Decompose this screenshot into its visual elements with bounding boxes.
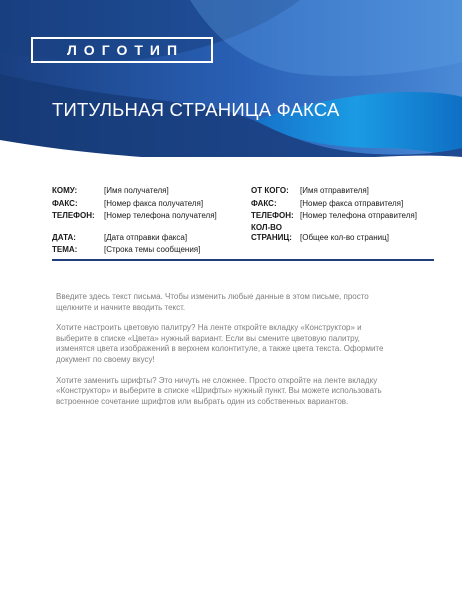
logo-placeholder[interactable]: ЛОГОТИП (31, 37, 213, 63)
sender-phone-value[interactable]: [Номер телефона отправителя] (300, 211, 417, 220)
header-wave-art (0, 0, 462, 170)
body-paragraph-3[interactable]: Хотите заменить шрифты? Это ничуть не сложнее. Просто откройте на ленте вкладку «Конструктор» и выберите в списке «Шрифты» нужный пункт. Вы можете использовать встроенное сочетание шрифтов или выбрать один из собственных вариантов. (56, 375, 382, 406)
sender-phone-label: ТЕЛЕФОН: (251, 211, 294, 220)
body-paragraph-2[interactable]: Хотите настроить цветовую палитру? На ленте откройте вкладку «Конструктор» и выберите в списке «Цвета» нужный вариант. Если вы смените цветовую палитру, изменятся цвета изображений в верхнем колонтитуле, а также цвета текста. Оформите документ по своему вкусу! (56, 323, 384, 364)
sender-fax-value[interactable]: [Номер факса отправителя] (300, 199, 404, 208)
date-value[interactable]: [Дата отправки факса] (104, 233, 188, 242)
body-paragraph-1[interactable]: Введите здесь текст письма. Чтобы изменить любые данные в этом письме, просто щелкните и начните вводить текст. (56, 292, 369, 312)
from-label: ОТ КОГО: (251, 186, 289, 195)
recipient-fax-value[interactable]: [Номер факса получателя] (104, 199, 204, 208)
date-label: ДАТА: (52, 233, 76, 242)
to-label: КОМУ: (52, 186, 78, 195)
page-title[interactable]: ТИТУЛЬНАЯ СТРАНИЦА ФАКСА (52, 99, 340, 120)
subject-label: ТЕМА: (52, 245, 78, 254)
recipient-phone-value[interactable]: [Номер телефона получателя] (104, 211, 217, 220)
to-value[interactable]: [Имя получателя] (104, 186, 169, 195)
sender-fax-label: ФАКС: (251, 199, 277, 208)
from-value[interactable]: [Имя отправителя] (300, 186, 369, 195)
message-body (56, 292, 396, 417)
pages-label-line1: КОЛ-ВО (251, 223, 282, 232)
recipient-phone-label: ТЕЛЕФОН: (52, 211, 95, 220)
subject-value[interactable]: [Строка темы сообщения] (104, 245, 201, 254)
pages-label-line2: СТРАНИЦ: (251, 233, 292, 242)
recipient-fax-label: ФАКС: (52, 199, 78, 208)
pages-value[interactable]: [Общее кол-во страниц] (300, 233, 389, 242)
divider-rule (52, 259, 434, 261)
